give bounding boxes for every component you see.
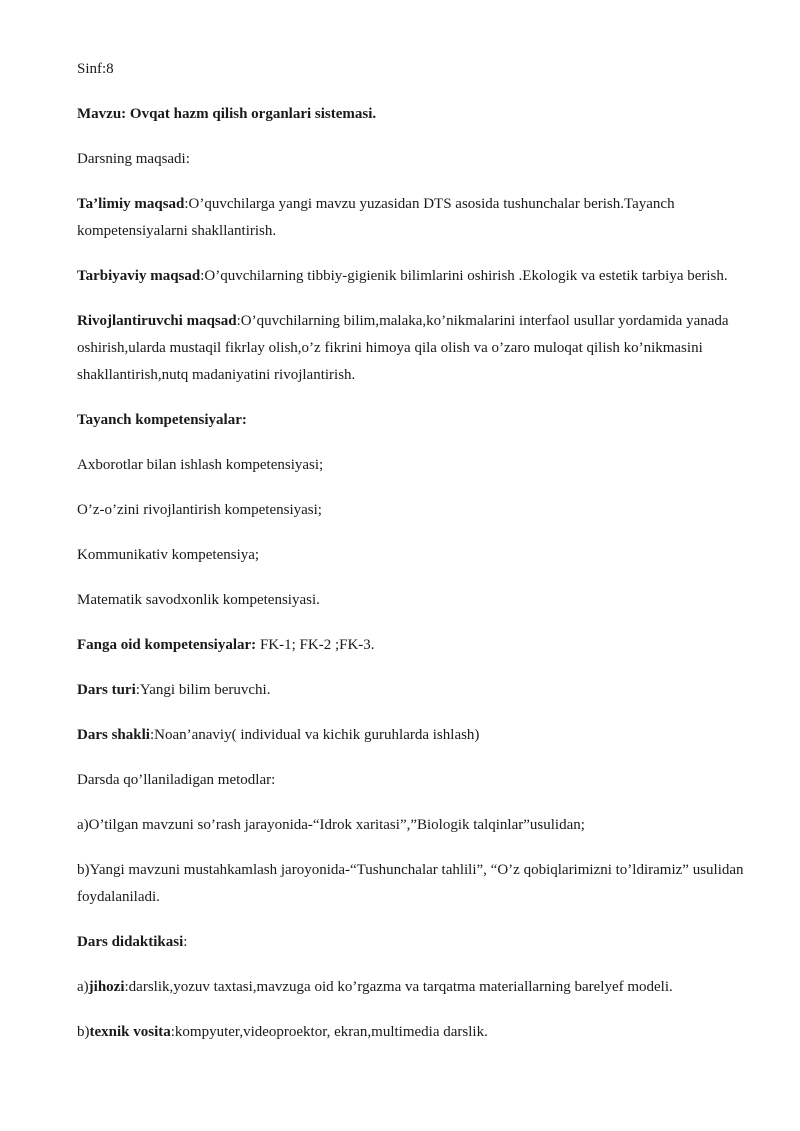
topic-title: Mavzu: Ovqat hazm qilish organlari sistemasi.: [77, 106, 377, 122]
core-competency-item: Kommunikativ kompetensiya;: [77, 547, 260, 563]
educational-goal: [77, 191, 747, 245]
core-competency-item: Axborotlar bilan ishlash kompetensiyasi;: [77, 457, 324, 473]
didactics-equipment: [77, 974, 747, 1001]
upbringing-goal-label: Tarbiyaviy maqsad: [77, 268, 201, 284]
subject-competencies-label: Fanga oid kompetensiyalar:: [77, 637, 257, 653]
lesson-form-text: :Noan’anaviy( individual va kichik guruhlarda ishlash): [149, 727, 480, 743]
developmental-goal-text: :O’quvchilarning bilim,malaka,ko’nikmalarini interfaol usullar yordamida yanada oshirish,ularda mustaqil fikrlay olish,o’z fikrini himoya qila olish va o’zaro muloqat qilish ko’nikmasini shakllantirish,nutq madaniyatini rivojlantirish.: [77, 313, 729, 383]
core-competency-item: Matematik savodxonlik kompetensiyasi.: [77, 592, 320, 608]
document-body: [77, 56, 747, 1064]
didactics-technical: [77, 1019, 747, 1046]
lesson-form-label: Dars shakli: [77, 727, 150, 743]
method-b: b)Yangi mavzuni mustahkamlash jaroyonida-“Tushunchalar tahlili”, “O’z qobiqlarimizni to’ldiramiz” usulidan foydalaniladi.: [77, 862, 744, 905]
methods-heading: Darsda qo’llaniladigan metodlar:: [77, 772, 276, 788]
didactics-colon: :: [183, 934, 188, 950]
lesson-form: [77, 722, 747, 749]
core-competency-item: O’z-o’zini rivojlantirish kompetensiyasi;: [77, 502, 322, 518]
technical-prefix: b): [77, 1024, 90, 1040]
goals-heading: Darsning maqsadi:: [77, 151, 190, 167]
grade-line: Sinf:8: [77, 61, 114, 77]
equipment-text: :darslik,yozuv taxtasi,mavzuga oid ko’rgazma va tarqatma materiallarning barelyef modeli.: [124, 979, 673, 995]
lesson-type-text: :Yangi bilim beruvchi.: [135, 682, 271, 698]
subject-competencies: [77, 632, 747, 659]
upbringing-goal: [77, 263, 747, 290]
equipment-label: jihozi: [88, 979, 125, 995]
developmental-goal: [77, 308, 747, 389]
developmental-goal-label: Rivojlantiruvchi maqsad: [77, 313, 237, 329]
method-a: a)O’tilgan mavzuni so’rash jarayonida-“Idrok xaritasi”,”Biologik talqinlar”usulidan;: [77, 817, 585, 833]
technical-label: texnik vosita: [89, 1024, 171, 1040]
subject-competencies-text: FK-1; FK-2 ;FK-3.: [256, 637, 375, 653]
core-competencies-heading: Tayanch kompetensiyalar:: [77, 412, 247, 428]
technical-text: :kompyuter,videoproektor, ekran,multimedia darslik.: [170, 1024, 488, 1040]
lesson-type: [77, 677, 747, 704]
didactics-heading: [77, 929, 747, 956]
educational-goal-label: Ta’limiy maqsad: [77, 196, 185, 212]
upbringing-goal-text: :O’quvchilarning tibbiy-gigienik bilimlarini oshirish .Ekologik va estetik tarbiya berish.: [200, 268, 728, 284]
equipment-prefix: a): [77, 979, 89, 995]
educational-goal-text: :O’quvchilarga yangi mavzu yuzasidan DTS asosida tushunchalar berish.Tayanch kompetensiyalarni shakllantirish.: [77, 196, 675, 239]
lesson-type-label: Dars turi: [77, 682, 136, 698]
didactics-label: Dars didaktikasi: [77, 934, 184, 950]
